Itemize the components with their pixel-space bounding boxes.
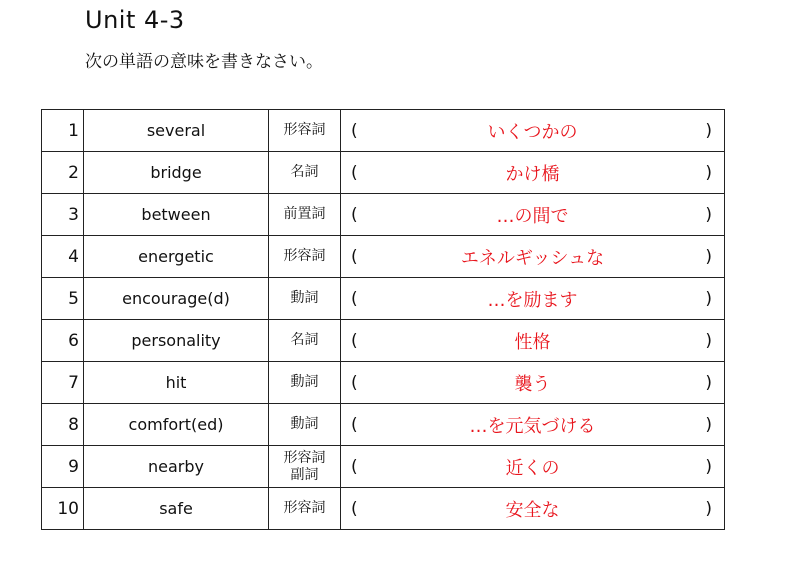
open-parenthesis: (: [351, 498, 358, 519]
part-of-speech-label: 名詞: [290, 164, 319, 180]
english-word: encourage(d): [84, 278, 269, 320]
answer-cell: [341, 320, 725, 362]
table-row: [42, 152, 725, 194]
english-word: comfort(ed): [84, 404, 269, 446]
part-of-speech: [269, 446, 341, 488]
japanese-meaning: 襲う: [514, 373, 551, 395]
part-of-speech: [269, 320, 341, 362]
table-row: [42, 488, 725, 530]
close-parenthesis: ): [705, 372, 712, 393]
japanese-meaning: いくつかの: [487, 121, 578, 143]
english-word: personality: [84, 320, 269, 362]
row-number: 1: [42, 110, 84, 152]
japanese-meaning: かけ橋: [505, 163, 560, 185]
close-parenthesis: ): [705, 288, 712, 309]
open-parenthesis: (: [351, 162, 358, 183]
part-of-speech-label: 名詞: [290, 332, 319, 348]
part-of-speech: [269, 404, 341, 446]
table-row: [42, 278, 725, 320]
open-parenthesis: (: [351, 456, 358, 477]
table-row: [42, 236, 725, 278]
row-number: 3: [42, 194, 84, 236]
open-parenthesis: (: [351, 120, 358, 141]
open-parenthesis: (: [351, 330, 358, 351]
table-row: [42, 194, 725, 236]
part-of-speech-label: 動詞: [290, 416, 319, 432]
answer-cell: [341, 488, 725, 530]
open-parenthesis: (: [351, 414, 358, 435]
part-of-speech: [269, 110, 341, 152]
answer-cell: [341, 404, 725, 446]
row-number: 7: [42, 362, 84, 404]
table-row: [42, 320, 725, 362]
row-number: 2: [42, 152, 84, 194]
row-number: 9: [42, 446, 84, 488]
close-parenthesis: ): [705, 456, 712, 477]
close-parenthesis: ): [705, 330, 712, 351]
row-number: 4: [42, 236, 84, 278]
english-word: bridge: [84, 152, 269, 194]
part-of-speech-label: 副詞: [290, 466, 319, 483]
part-of-speech-label: 前置詞: [283, 206, 326, 222]
japanese-meaning: 安全な: [505, 499, 560, 521]
english-word: safe: [84, 488, 269, 530]
english-word: several: [84, 110, 269, 152]
part-of-speech: [269, 278, 341, 320]
row-number: 5: [42, 278, 84, 320]
table-row: [42, 362, 725, 404]
english-word: nearby: [84, 446, 269, 488]
table-row: [42, 110, 725, 152]
part-of-speech-label: 動詞: [290, 374, 319, 390]
close-parenthesis: ): [705, 498, 712, 519]
part-of-speech: [269, 152, 341, 194]
part-of-speech: [269, 362, 341, 404]
answer-cell: [341, 110, 725, 152]
close-parenthesis: ): [705, 162, 712, 183]
close-parenthesis: ): [705, 246, 712, 267]
open-parenthesis: (: [351, 204, 358, 225]
table-row: [42, 404, 725, 446]
part-of-speech: [269, 488, 341, 530]
table-row: [42, 446, 725, 488]
row-number: 10: [42, 488, 84, 530]
japanese-meaning: エネルギッシュな: [460, 247, 605, 269]
japanese-meaning: …の間で: [496, 205, 569, 227]
open-parenthesis: (: [351, 246, 358, 267]
answer-cell: [341, 446, 725, 488]
vocabulary-table: [41, 109, 725, 530]
worksheet-title: Unit 4-3: [85, 6, 185, 34]
answer-cell: [341, 236, 725, 278]
close-parenthesis: ): [705, 120, 712, 141]
english-word: between: [84, 194, 269, 236]
answer-cell: [341, 278, 725, 320]
japanese-meaning: 近くの: [505, 457, 560, 479]
part-of-speech-label: 形容詞: [283, 449, 326, 466]
part-of-speech: [269, 236, 341, 278]
row-number: 8: [42, 404, 84, 446]
japanese-meaning: …を元気づける: [469, 415, 596, 437]
close-parenthesis: ): [705, 204, 712, 225]
japanese-meaning: …を励ます: [487, 289, 578, 311]
part-of-speech-label: 形容詞: [283, 500, 326, 516]
japanese-meaning: 性格: [514, 331, 551, 353]
answer-cell: [341, 152, 725, 194]
part-of-speech: [269, 194, 341, 236]
open-parenthesis: (: [351, 288, 358, 309]
worksheet-instruction: 次の単語の意味を書きなさい。: [85, 52, 323, 72]
english-word: hit: [84, 362, 269, 404]
row-number: 6: [42, 320, 84, 362]
part-of-speech-label: 形容詞: [283, 122, 326, 138]
answer-cell: [341, 362, 725, 404]
close-parenthesis: ): [705, 414, 712, 435]
answer-cell: [341, 194, 725, 236]
part-of-speech-label: 動詞: [290, 290, 319, 306]
part-of-speech-label: 形容詞: [283, 248, 326, 264]
english-word: energetic: [84, 236, 269, 278]
open-parenthesis: (: [351, 372, 358, 393]
vocabulary-table-body: [42, 110, 725, 530]
